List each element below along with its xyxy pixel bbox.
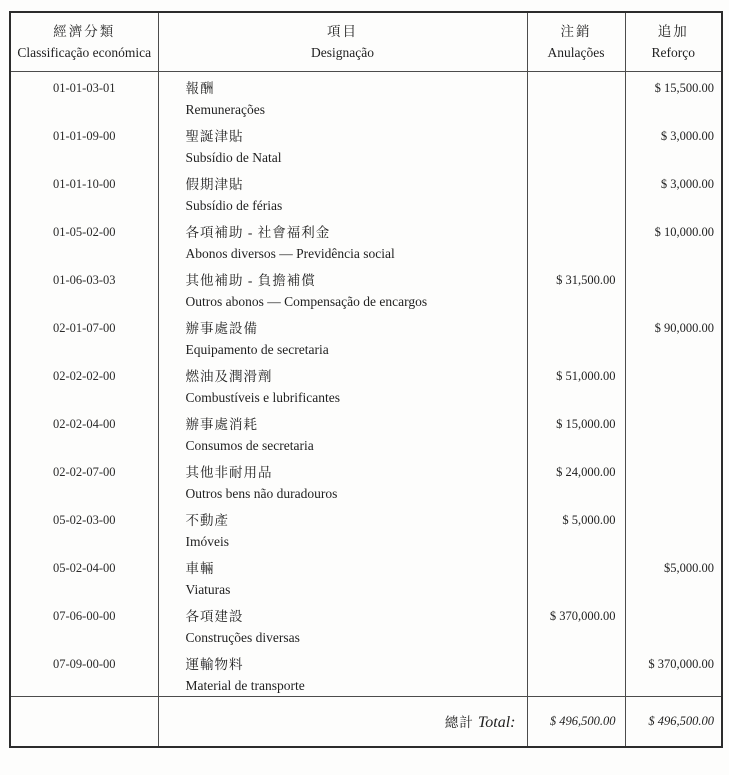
header-designation-pt: Designação: [311, 44, 374, 60]
designation-zh: 各項補助 - 社會福利金: [185, 224, 331, 240]
anulacoes-amount: $ 51,000.00: [527, 360, 625, 408]
total-reforco-amount: $ 496,500.00: [625, 696, 722, 747]
table-row: [10, 600, 722, 648]
designation-pt: Viaturas: [185, 581, 231, 597]
designation-zh: 各項建設: [185, 608, 244, 624]
anulacoes-amount: [527, 71, 625, 120]
economic-classification-code: 01-01-09-00: [53, 128, 116, 143]
anulacoes-amount: $ 31,500.00: [527, 264, 625, 312]
reforco-amount: [625, 264, 722, 312]
anulacoes-amount: $ 370,000.00: [527, 600, 625, 648]
total-empty-cell: [10, 696, 158, 747]
designation-zh: 辦事處消耗: [185, 416, 258, 432]
designation-pt: Consumos de secretaria: [185, 437, 314, 453]
reforco-amount: $ 10,000.00: [625, 216, 722, 264]
designation-cell: [158, 360, 527, 408]
designation-pt: Subsídio de férias: [185, 197, 283, 213]
total-label-latin: Total:: [477, 713, 516, 731]
reforco-amount: $ 90,000.00: [625, 312, 722, 360]
header-reforco: [625, 12, 722, 71]
total-label-cell: [158, 696, 527, 747]
anulacoes-amount: [527, 120, 625, 168]
header-economic-classification-pt: Classificação económica: [17, 44, 152, 60]
anulacoes-amount: [527, 168, 625, 216]
designation-pt: Outros abonos — Compensação de encargos: [185, 293, 428, 309]
designation-cell: [158, 120, 527, 168]
economic-classification-code: 07-09-00-00: [53, 656, 116, 671]
table-row: [10, 552, 722, 600]
table-body: [10, 71, 722, 696]
table-row: [10, 264, 722, 312]
economic-classification-code: 02-02-02-00: [53, 368, 116, 383]
table-row: [10, 312, 722, 360]
anulacoes-amount: [527, 648, 625, 697]
designation-cell: [158, 648, 527, 697]
designation-zh: 聖誕津貼: [185, 128, 244, 144]
designation-cell: [158, 216, 527, 264]
designation-cell: [158, 456, 527, 504]
header-anulacoes-pt: Anulações: [547, 44, 605, 60]
designation-zh: 其他非耐用品: [185, 464, 273, 480]
total-label-zh: 總計: [444, 714, 474, 730]
economic-classification-code: 05-02-03-00: [53, 512, 116, 527]
reforco-amount: [625, 408, 722, 456]
economic-classification-code: 01-01-03-01: [53, 80, 116, 95]
designation-zh: 辦事處設備: [185, 320, 258, 336]
designation-zh: 不動產: [185, 512, 229, 528]
header-anulacoes: [527, 12, 625, 71]
table-row: [10, 216, 722, 264]
reforco-amount: $5,000.00: [625, 552, 722, 600]
designation-cell: [158, 504, 527, 552]
economic-classification-code: 01-05-02-00: [53, 224, 116, 239]
table-row: [10, 456, 722, 504]
designation-zh: 燃油及潤滑劑: [185, 368, 273, 384]
table-row: [10, 71, 722, 120]
designation-pt: Remunerações: [185, 101, 265, 117]
table-row: [10, 168, 722, 216]
table-footer: [10, 696, 722, 747]
anulacoes-amount: [527, 216, 625, 264]
reforco-amount: $ 3,000.00: [625, 168, 722, 216]
designation-zh: 假期津貼: [185, 176, 244, 192]
designation-pt: Combustíveis e lubrificantes: [185, 389, 340, 405]
economic-classification-code: 02-02-07-00: [53, 464, 116, 479]
header-reforco-pt: Reforço: [651, 44, 695, 60]
designation-pt: Imóveis: [185, 533, 229, 549]
budget-amendment-table: [9, 11, 723, 748]
table-header: [10, 12, 722, 71]
reforco-amount: $ 3,000.00: [625, 120, 722, 168]
reforco-amount: $ 370,000.00: [625, 648, 722, 697]
designation-cell: [158, 600, 527, 648]
header-designation-zh: 項目: [327, 23, 358, 39]
economic-classification-code: 02-01-07-00: [53, 320, 116, 335]
designation-cell: [158, 71, 527, 120]
designation-pt: Abonos diversos — Previdência social: [185, 245, 395, 261]
header-anulacoes-zh: 注銷: [560, 23, 592, 39]
table-header-row: [10, 12, 722, 71]
reforco-amount: [625, 504, 722, 552]
designation-zh: 運輸物料: [185, 656, 244, 672]
anulacoes-amount: $ 15,000.00: [527, 408, 625, 456]
reforco-amount: [625, 360, 722, 408]
reforco-amount: [625, 600, 722, 648]
designation-zh: 車輛: [185, 560, 215, 576]
designation-pt: Construções diversas: [185, 629, 300, 645]
anulacoes-amount: $ 5,000.00: [527, 504, 625, 552]
designation-pt: Subsídio de Natal: [185, 149, 282, 165]
table-row: [10, 120, 722, 168]
anulacoes-amount: [527, 312, 625, 360]
anulacoes-amount: [527, 552, 625, 600]
table-row: [10, 360, 722, 408]
table-row: [10, 408, 722, 456]
designation-cell: [158, 408, 527, 456]
designation-cell: [158, 168, 527, 216]
header-economic-classification-zh: 經濟分類: [53, 23, 116, 39]
anulacoes-amount: $ 24,000.00: [527, 456, 625, 504]
designation-pt: Equipamento de secretaria: [185, 341, 329, 357]
economic-classification-code: 02-02-04-00: [53, 416, 116, 431]
header-designation: [158, 12, 527, 71]
header-reforco-zh: 追加: [657, 23, 689, 39]
reforco-amount: [625, 456, 722, 504]
header-economic-classification: [10, 12, 158, 71]
total-row: [10, 696, 722, 747]
designation-zh: 其他補助 - 負擔補償: [185, 272, 316, 288]
designation-cell: [158, 552, 527, 600]
designation-cell: [158, 312, 527, 360]
economic-classification-code: 07-06-00-00: [53, 608, 116, 623]
table-row: [10, 504, 722, 552]
economic-classification-code: 01-06-03-03: [53, 272, 116, 287]
economic-classification-code: 01-01-10-00: [53, 176, 116, 191]
total-anulacoes-amount: $ 496,500.00: [527, 696, 625, 747]
economic-classification-code: 05-02-04-00: [53, 560, 116, 575]
designation-zh: 報酬: [185, 80, 215, 96]
reforco-amount: $ 15,500.00: [625, 71, 722, 120]
designation-pt: Outros bens não duradouros: [185, 485, 338, 501]
designation-pt: Material de transporte: [185, 677, 305, 693]
designation-cell: [158, 264, 527, 312]
table-row: [10, 648, 722, 697]
